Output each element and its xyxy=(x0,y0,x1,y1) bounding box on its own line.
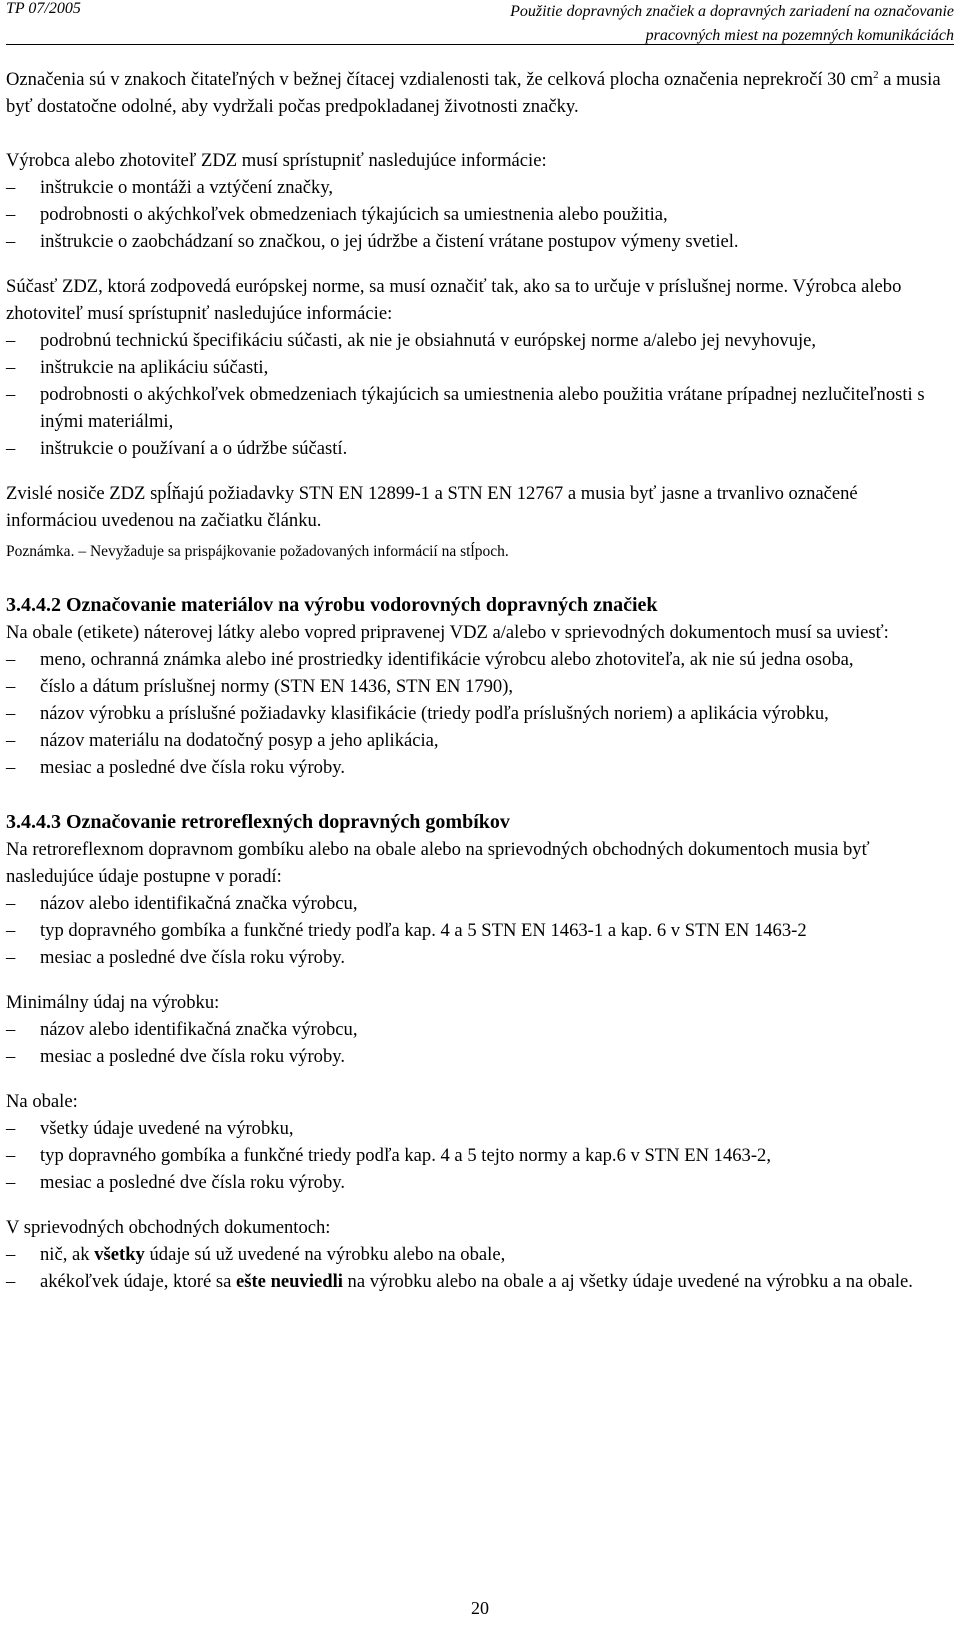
section3-list-2 xyxy=(6,1016,952,1070)
info-list-2 xyxy=(6,327,952,462)
list-item: – meno, ochranná známka alebo iné prostriedky identifikácie výrobcu alebo zhotoviteľa, ak nie sú jedna osoba, xyxy=(6,649,854,671)
list-item: – mesiac a posledné dve čísla roku výroby. xyxy=(6,947,345,969)
intro-paragraph-2: Výrobca alebo zhotoviteľ ZDZ musí sprístupniť nasledujúce informácie: xyxy=(6,150,547,172)
list-item: – inštrukcie o zaobchádzaní so značkou, o jej údržbe a čistení vrátane postupov výmeny svetiel. xyxy=(6,231,739,253)
list-item: – podrobnosti o akýchkoľvek obmedzeniach týkajúcich sa umiestnenia alebo použitia, xyxy=(6,204,668,226)
list-item: – akékoľvek údaje, ktoré sa ešte neuviedli na výrobku alebo na obale a aj všetky údaje uvedené na výrobku a na obale. xyxy=(6,1271,913,1293)
page-header xyxy=(6,0,954,45)
page-content xyxy=(6,62,952,1295)
list-item: – číslo a dátum príslušnej normy (STN EN 1436, STN EN 1790), xyxy=(6,676,514,698)
intro-paragraph-1: Označenia sú v znakoch čitateľných v bežnej čítacej vzdialenosti tak, že celková plocha označenia neprekročí 30 $cm^2$ a musia byť dostatočne odolné, aby vydržali počas predpokladanej životnosti značky. xyxy=(6,69,941,118)
list-item: – inštrukcie o používaní a o údržbe súčastí. xyxy=(6,438,348,460)
section3-paragraph: Na retroreflexnom dopravnom gombíku alebo na obale alebo na sprievodných obchodných dokumentoch musia byť nasledujúce údaje postupne v poradí: xyxy=(6,839,870,888)
min-heading: Minimálny údaj na výrobku: xyxy=(6,992,220,1014)
list-item: – názov materiálu na dodatočný posyp a jeho aplikácia, xyxy=(6,730,439,752)
page-number: 20 xyxy=(471,1598,489,1618)
section3-list-4 xyxy=(6,1241,952,1295)
section-heading-3-4-4-3: 3.4.4.3 Označovanie retroreflexných dopravných gombíkov xyxy=(6,811,510,834)
section2-paragraph: Na obale (etikete) náterovej látky alebo vopred pripravenej VDZ a/alebo v sprievodných dokumentoch musí sa uviesť: xyxy=(6,622,889,644)
section3-list-3 xyxy=(6,1115,952,1196)
header-title-line1: Použitie dopravných značiek a dopravných zariadení na označovanie xyxy=(510,3,954,20)
intro-paragraph-3: Súčasť ZDZ, ktorá zodpovedá európskej norme, sa musí označiť tak, ako sa to určuje v príslušnej norme. Výrobca alebo zhotoviteľ musí sprístupniť nasledujúce informácie: xyxy=(6,276,902,325)
list-item: – názov alebo identifikačná značka výrobcu, xyxy=(6,893,358,915)
docs-heading: V sprievodných obchodných dokumentoch: xyxy=(6,1217,331,1239)
list-item: – podrobnosti o akýchkoľvek obmedzeniach týkajúcich sa umiestnenia alebo použitia vrátane prípadnej nezlučiteľnosti s inými materiálmi, xyxy=(6,384,925,433)
list-item: – názov alebo identifikačná značka výrobcu, xyxy=(6,1019,358,1041)
list-item: – inštrukcie o montáži a vztýčení značky, xyxy=(6,177,334,199)
list-item: – mesiac a posledné dve čísla roku výroby. xyxy=(6,757,345,779)
list-item: – názov výrobku a príslušné požiadavky klasifikácie (triedy podľa príslušných noriem) a aplikácia výrobku, xyxy=(6,703,829,725)
list-item: – typ dopravného gombíka a funkčné triedy podľa kap. 4 a 5 STN EN 1463-1 a kap. 6 v STN EN 1463-2 xyxy=(6,920,807,942)
list-item: – podrobnú technickú špecifikáciu súčasti, ak nie je obsiahnutá v európskej norme a/alebo jej nevyhovuje, xyxy=(6,330,817,352)
header-title-line2: pracovných miest na pozemných komunikáciách xyxy=(645,27,954,44)
header-title xyxy=(510,0,954,48)
note: Poznámka. – Nevyžaduje sa prispájkovanie požadovaných informácií na stĺpoch. xyxy=(6,543,509,561)
list-item: – všetky údaje uvedené na výrobku, xyxy=(6,1118,294,1140)
pack-heading: Na obale: xyxy=(6,1091,78,1113)
list-item: – mesiac a posledné dve čísla roku výroby. xyxy=(6,1046,345,1068)
section-heading-3-4-4-2: 3.4.4.2 Označovanie materiálov na výrobu vodorovných dopravných značiek xyxy=(6,594,658,617)
list-item: – nič, ak všetky údaje sú už uvedené na výrobku alebo na obale, xyxy=(6,1244,506,1266)
list-item: – typ dopravného gombíka a funkčné triedy podľa kap. 4 a 5 tejto normy a kap.6 v STN EN 1463-2, xyxy=(6,1145,771,1167)
header-doc-id: TP 07/2005 xyxy=(6,0,81,17)
info-list-1 xyxy=(6,174,952,255)
list-item: – inštrukcie na aplikáciu súčasti, xyxy=(6,357,269,379)
section3-list-1 xyxy=(6,890,952,971)
section2-list xyxy=(6,646,952,781)
intro-paragraph-4: Zvislé nosiče ZDZ spĺňajú požiadavky STN EN 12899-1 a STN EN 12767 a musia byť jasne a trvanlivo označené informáciou uvedenou na začiatku článku. xyxy=(6,483,858,532)
list-item: – mesiac a posledné dve čísla roku výroby. xyxy=(6,1172,345,1194)
